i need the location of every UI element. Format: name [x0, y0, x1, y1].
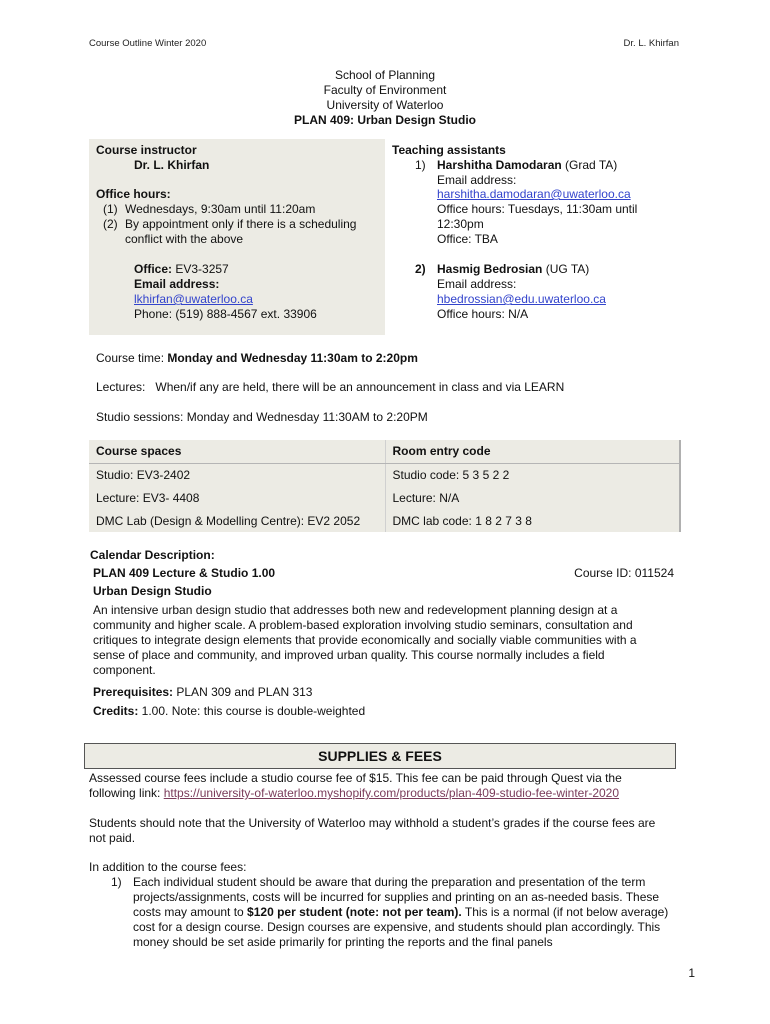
- course-time: [96, 351, 418, 366]
- office-hours-num-2: (2): [103, 217, 118, 231]
- running-header-left: Course Outline Winter 2020: [89, 38, 207, 49]
- fees-para-2: [89, 816, 655, 846]
- credits: [93, 704, 365, 719]
- fees-item-line: Each individual student should be aware that during the preparation and presentation of the term: [133, 875, 646, 889]
- fees-para-3: In addition to the course fees:: [89, 860, 247, 874]
- description-line: sense of place and community, and improved urban quality. This course normally includes a field: [93, 648, 605, 662]
- ta2-email-label: Email address:: [437, 277, 517, 291]
- calendar-course-name: Urban Design Studio: [93, 584, 212, 598]
- ta1-office: Office: TBA: [437, 232, 498, 246]
- instructor-email-link[interactable]: lkhirfan@uwaterloo.ca: [134, 292, 253, 306]
- fees-para-1-line: Assessed course fees include a studio course fee of $15. This fee can be paid through Quest via the: [89, 771, 622, 785]
- ta1-hours-line1: Office hours: Tuesdays, 11:30am until: [437, 202, 638, 216]
- prerequisites: [93, 685, 312, 700]
- ta1-hours-line2: 12:30pm: [437, 217, 484, 231]
- fees-item-line: [133, 905, 668, 920]
- fees-item-text: This is a normal (if not below average): [461, 905, 669, 919]
- table-row: [89, 486, 680, 509]
- table-header-cell: Room entry code: [385, 440, 680, 463]
- ta2-email-link[interactable]: hbedrossian@edu.uwaterloo.ca: [437, 292, 606, 306]
- prereq-label: Prerequisites:: [93, 685, 174, 699]
- title-school: School of Planning: [334, 68, 436, 82]
- title-university: University of Waterloo: [326, 98, 444, 112]
- title-course: PLAN 409: Urban Design Studio: [293, 113, 477, 127]
- table-row: [89, 509, 680, 532]
- fees-item-line: projects/assignments, costs will be incurred for supplies and printing on an as-needed basis. These: [133, 890, 660, 904]
- fees-para-2-line: Students should note that the University of Waterloo may withhold a student’s grades if the course fees are: [89, 816, 656, 830]
- fees-item-line: cost for a design course. Design courses are expensive, and students should plan accordingly. This: [133, 920, 661, 934]
- office-hours-item-2: By appointment only if there is a scheduling: [125, 217, 357, 231]
- course-time-value: Monday and Wednesday 11:30am to 2:20pm: [167, 351, 418, 365]
- office-hours-item-1: Wednesdays, 9:30am until 11:20am: [125, 202, 316, 216]
- calendar-course-id: Course ID: 011524: [574, 566, 674, 580]
- title-faculty: Faculty of Environment: [323, 83, 447, 97]
- table-cell: Lecture: N/A: [385, 486, 680, 509]
- credits-value: 1.00. Note: this course is double-weighted: [138, 704, 366, 718]
- ta2-num: 2): [415, 262, 426, 276]
- table-cell: DMC lab code: 1 8 2 7 3 8: [385, 509, 680, 532]
- office-hours-item-2-cont: conflict with the above: [125, 232, 244, 246]
- table-row: [89, 463, 680, 486]
- ta1-email-link[interactable]: harshitha.damodaran@uwaterloo.ca: [437, 187, 631, 201]
- fees-para-1: [89, 771, 622, 801]
- course-spaces-table: [89, 440, 681, 532]
- studio-sessions-line: Studio sessions: Monday and Wednesday 11:30AM to 2:20PM: [96, 410, 428, 424]
- ta1-role: (Grad TA): [561, 158, 618, 172]
- ta2-name-line: [437, 262, 589, 277]
- studio-fee-link[interactable]: https://university-of-waterloo.myshopify.com/products/plan-409-studio-fee-winter-2020: [163, 786, 620, 800]
- ta-heading: Teaching assistants: [392, 143, 506, 157]
- office-hours-heading: Office hours:: [96, 187, 171, 201]
- ta1-email-label: Email address:: [437, 173, 517, 187]
- calendar-description: [93, 603, 637, 678]
- fees-item-1-num: 1): [111, 875, 122, 889]
- course-time-label: Course time:: [96, 351, 168, 365]
- supplies-fees-heading: SUPPLIES & FEES: [84, 743, 676, 769]
- page-number: 1: [688, 966, 695, 980]
- ta1-num: 1): [415, 158, 426, 172]
- office-label: Office:: [134, 262, 173, 276]
- lectures-line: Lectures: When/if any are held, there will be an announcement in class and via LEARN: [96, 380, 565, 394]
- table-cell: Lecture: EV3- 4408: [89, 486, 385, 509]
- fees-item-bold: $120 per student (note: not per team).: [247, 905, 462, 919]
- table-header-cell: Course spaces: [89, 440, 385, 463]
- description-line: community and higher scale. A problem-based exploration involving studio seminars, consultation and: [93, 618, 633, 632]
- fees-item-text: costs may amount to: [133, 905, 248, 919]
- instructor-name: Dr. L. Khirfan: [134, 158, 210, 172]
- instructor-heading: Course instructor: [96, 143, 197, 157]
- description-line: critiques to integrate design elements that provide economically and socially viable communities with a: [93, 633, 637, 647]
- fees-item-1: [133, 875, 668, 950]
- office-value: EV3-3257: [172, 262, 229, 276]
- instructor-email-label: Email address:: [134, 277, 220, 291]
- fees-para-1-line2: [89, 786, 622, 801]
- instructor-phone: Phone: (519) 888-4567 ext. 33906: [134, 307, 317, 321]
- description-line: component.: [93, 663, 156, 677]
- instructor-office: [134, 262, 229, 277]
- fees-item-line: money should be set aside primarily for printing the reports and the final panels: [133, 935, 553, 949]
- prereq-value: PLAN 309 and PLAN 313: [173, 685, 313, 699]
- office-hours-num-1: (1): [103, 202, 118, 216]
- table-cell: Studio: EV3-2402: [89, 463, 385, 486]
- ta2-role: (UG TA): [542, 262, 590, 276]
- table-cell: Studio code: 5 3 5 2 2: [385, 463, 680, 486]
- calendar-course-line: PLAN 409 Lecture & Studio 1.00: [93, 566, 276, 580]
- ta2-hours: Office hours: N/A: [437, 307, 529, 321]
- running-header-right: Dr. L. Khirfan: [623, 38, 679, 49]
- table-header-row: [89, 440, 680, 463]
- fees-para-2-line: not paid.: [89, 831, 136, 845]
- calendar-heading: Calendar Description:: [90, 548, 215, 562]
- table-cell: DMC Lab (Design & Modelling Centre): EV2 2052: [89, 509, 385, 532]
- ta1-name-line: [437, 158, 617, 173]
- credits-label: Credits:: [93, 704, 139, 718]
- ta2-name: Hasmig Bedrosian: [437, 262, 543, 276]
- description-line: An intensive urban design studio that addresses both new and redevelopment planning design at a: [93, 603, 618, 617]
- ta1-name: Harshitha Damodaran: [437, 158, 562, 172]
- fees-link-prefix: following link:: [89, 786, 164, 800]
